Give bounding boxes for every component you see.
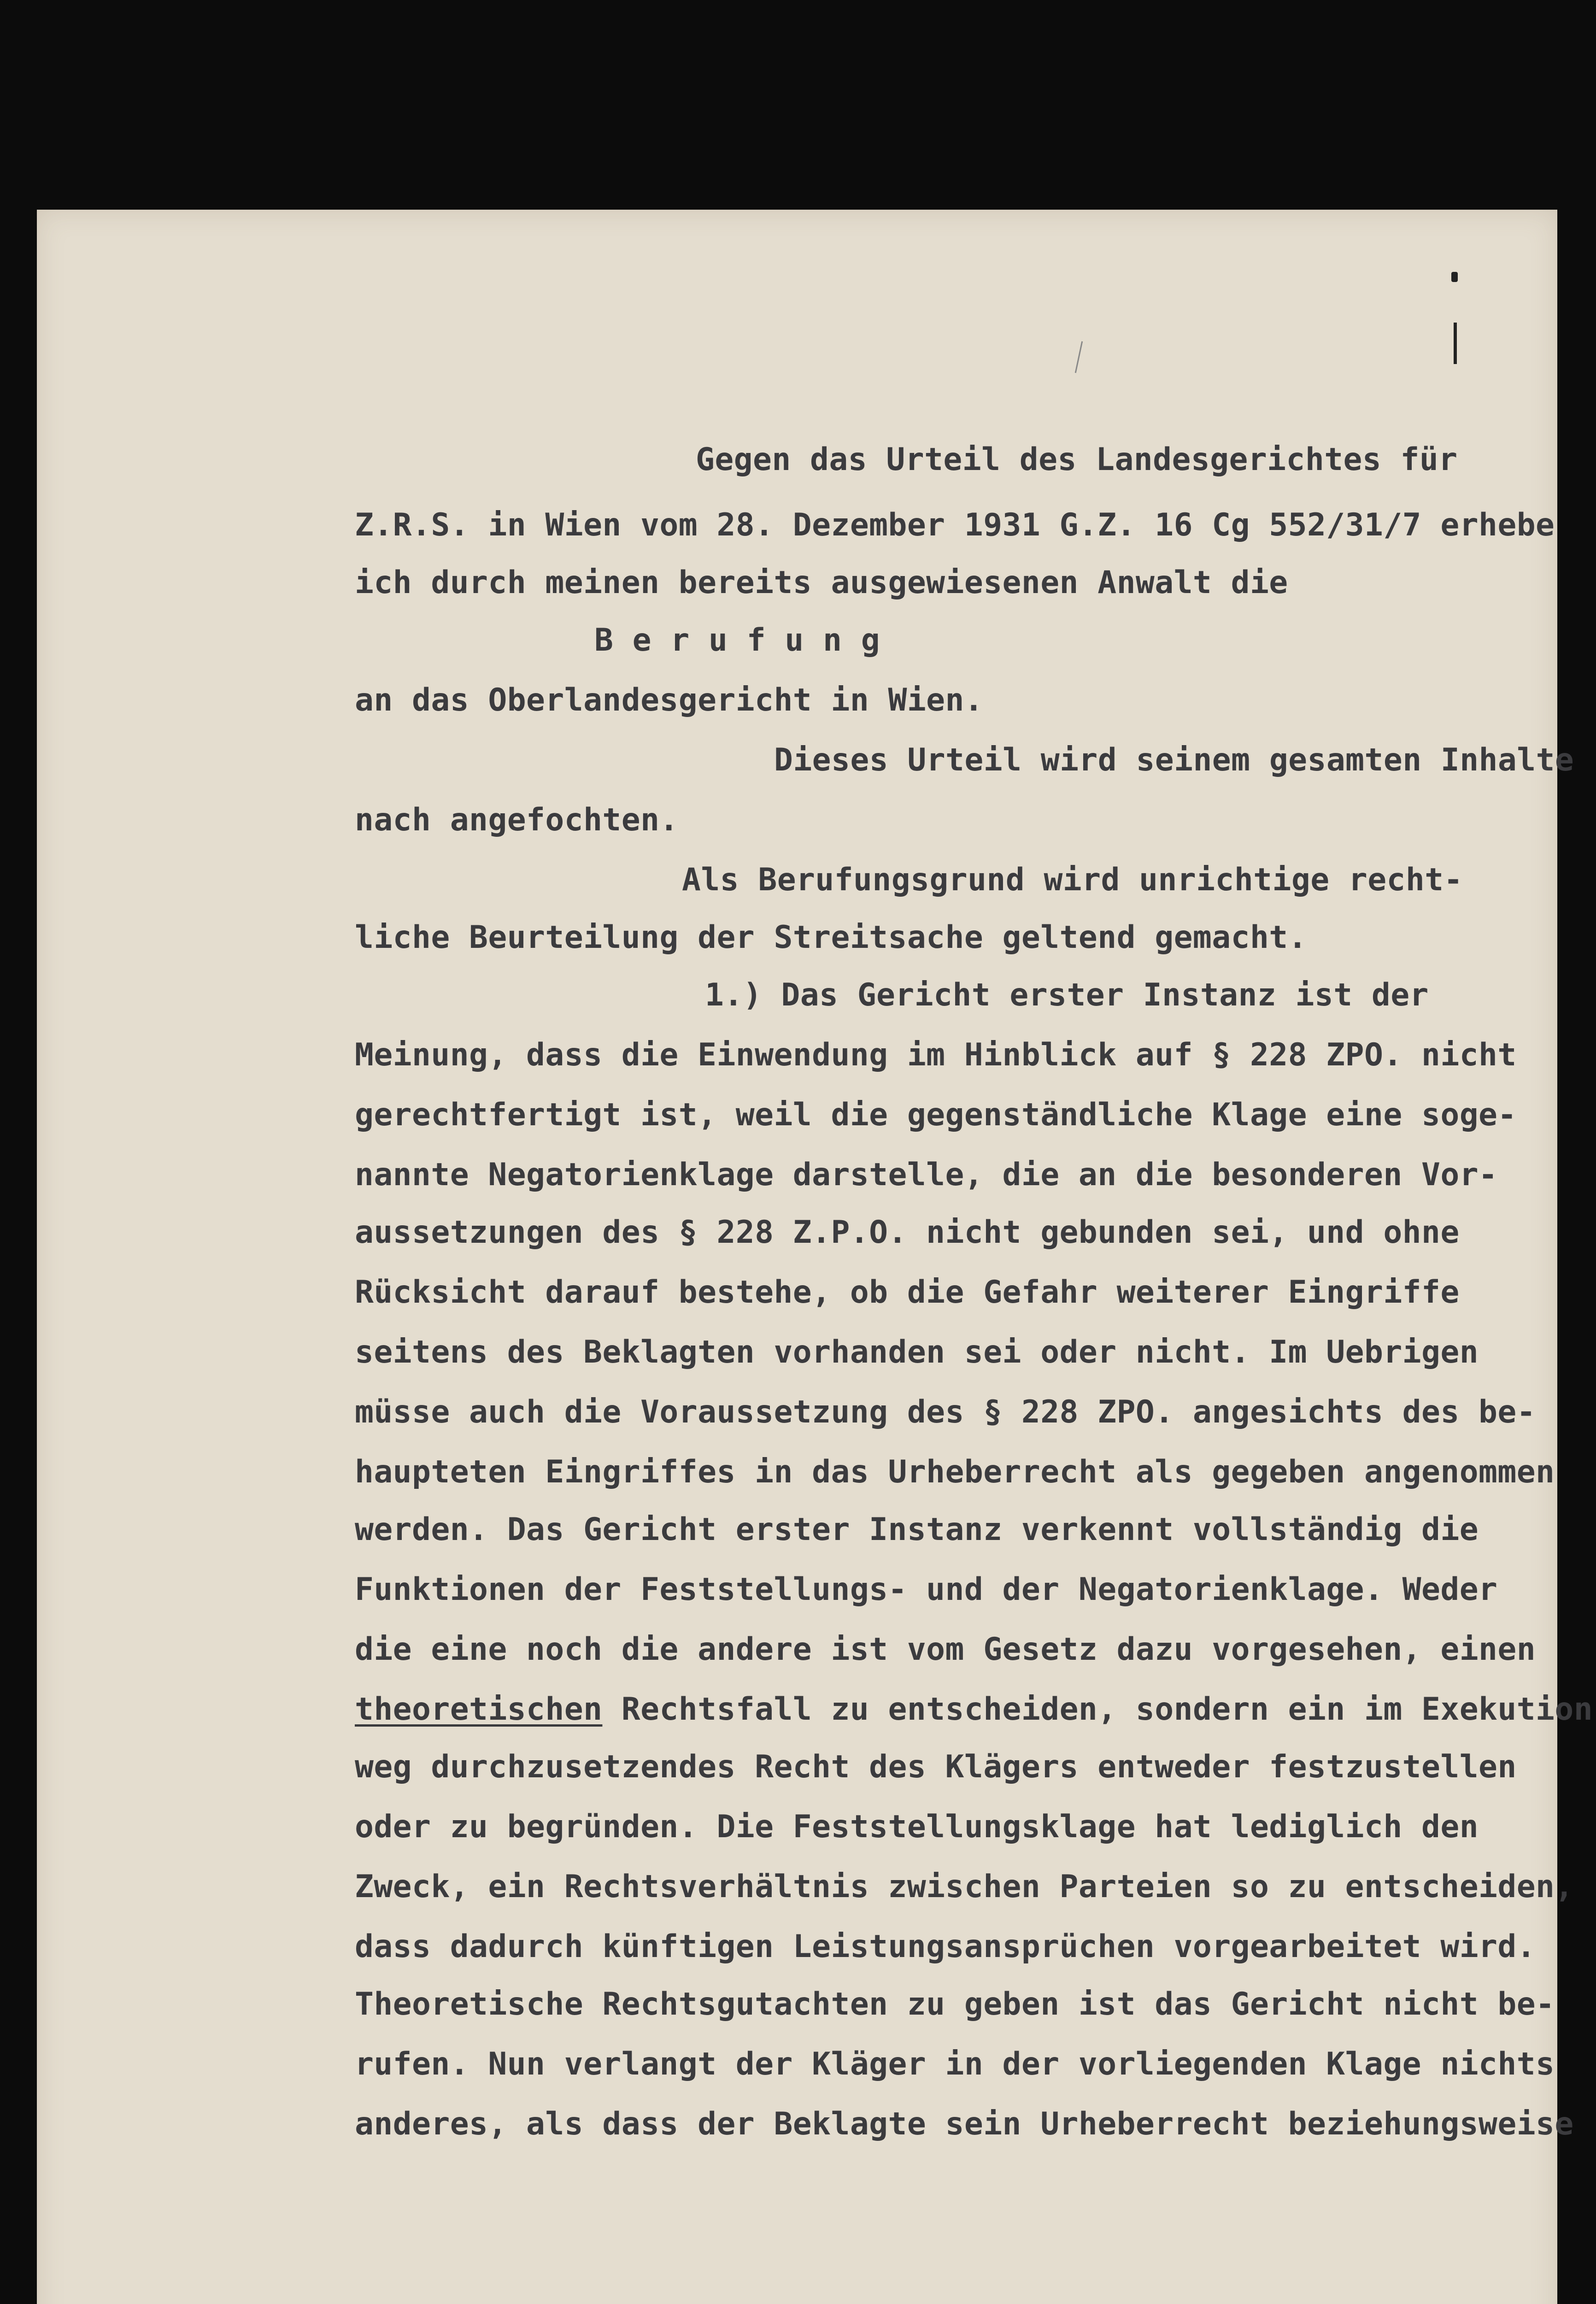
text-line: Rücksicht darauf bestehe, ob die Gefahr weiterer Eingriffe xyxy=(355,1274,1460,1311)
text-line: liche Beurteilung der Streitsache geltend gemacht. xyxy=(355,919,1307,956)
text-line: gerechtfertigt ist, weil die gegenständliche Klage eine soge- xyxy=(355,1097,1517,1133)
text-line: ich durch meinen bereits ausgewiesenen Anwalt die xyxy=(355,564,1288,601)
text-line: haupteten Eingriffes in das Urheberrecht als gegeben angenommen xyxy=(355,1454,1555,1490)
text-line: Z.R.S. in Wien vom 28. Dezember 1931 G.Z. 16 Cg 552/31/7 erhebe xyxy=(355,507,1555,543)
text-line: werden. Das Gericht erster Instanz verkennt vollständig die xyxy=(355,1511,1479,1548)
text-line: nach angefochten. xyxy=(355,802,679,838)
text-line: dass dadurch künftigen Leistungsansprüchen vorgearbeitet wird. xyxy=(355,1928,1536,1965)
text-line-underlined xyxy=(355,1691,1593,1728)
text-span: Rechtsfall zu entscheiden, sondern ein im Exekution xyxy=(602,1691,1593,1728)
text-line: Zweck, ein Rechtsverhältnis zwischen Parteien so zu entscheiden, xyxy=(355,1869,1574,1905)
text-line: oder zu begründen. Die Feststellungsklage hat lediglich den xyxy=(355,1809,1479,1845)
text-line: Als Berufungsgrund wird unrichtige recht- xyxy=(682,862,1463,898)
ink-tick-mark xyxy=(1454,323,1457,364)
text-line: Gegen das Urteil des Landesgerichtes für xyxy=(696,441,1458,478)
text-line: rufen. Nun verlangt der Kläger in der vorliegenden Klage nichts xyxy=(355,2046,1555,2082)
text-line: Meinung, dass die Einwendung im Hinblick auf § 228 ZPO. nicht xyxy=(355,1037,1517,1073)
text-line: aussetzungen des § 228 Z.P.O. nicht gebunden sei, und ohne xyxy=(355,1214,1460,1251)
text-line: müsse auch die Voraussetzung des § 228 ZPO. angesichts des be- xyxy=(355,1394,1536,1430)
text-line: Theoretische Rechtsgutachten zu geben ist das Gericht nicht be- xyxy=(355,1986,1555,2022)
text-line: seitens des Beklagten vorhanden sei oder nicht. Im Uebrigen xyxy=(355,1334,1479,1370)
text-line: die eine noch die andere ist vom Gesetz dazu vorgesehen, einen xyxy=(355,1631,1536,1668)
heading-berufung: B e r u f u n g xyxy=(594,622,880,658)
text-line: weg durchzusetzendes Recht des Klägers entweder festzustellen xyxy=(355,1749,1517,1785)
ink-dot-mark xyxy=(1451,272,1458,282)
text-line: Funktionen der Feststellungs- und der Negatorienklage. Weder xyxy=(355,1571,1498,1608)
text-line: 1.) Das Gericht erster Instanz ist der xyxy=(705,977,1429,1013)
text-line: anderes, als dass der Beklagte sein Urheberrecht beziehungsweise xyxy=(355,2106,1574,2142)
text-line: an das Oberlandesgericht in Wien. xyxy=(355,682,984,718)
text-line: nannte Negatorienklage darstelle, die an die besonderen Vor- xyxy=(355,1157,1498,1193)
underlined-word: theoretischen xyxy=(355,1691,603,1728)
text-line: Dieses Urteil wird seinem gesamten Inhalte xyxy=(774,742,1574,778)
